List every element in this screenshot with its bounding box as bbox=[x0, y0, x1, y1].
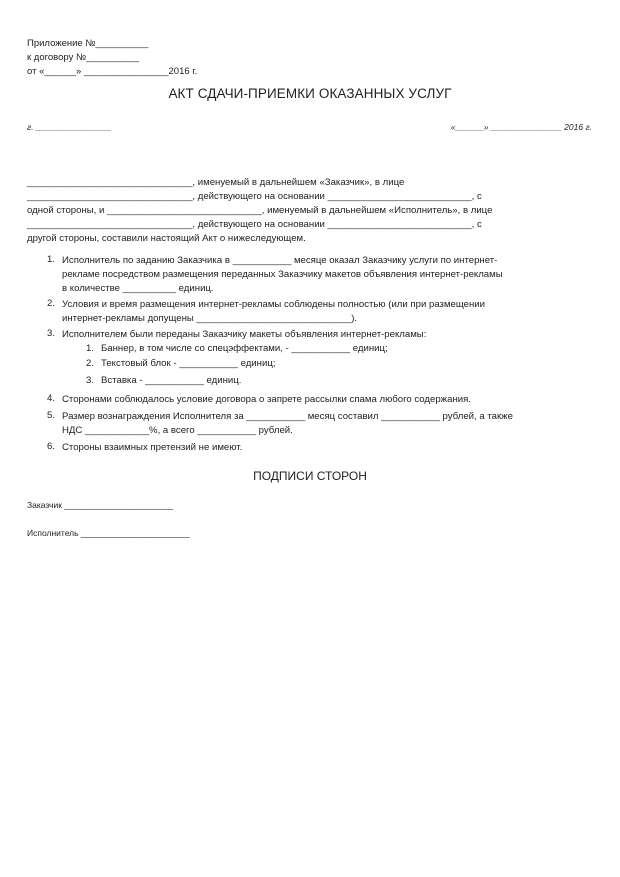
contract-number-line: к договору №__________ bbox=[27, 52, 139, 63]
preamble-line: _______________________________, действующего на основании ___________________________, с bbox=[27, 219, 482, 230]
preamble-line: одной стороны, и _____________________________, именуемый в дальнейшем «Исполнитель», в лице bbox=[27, 205, 493, 216]
item-1-line: Исполнитель по заданию Заказчика в ___________ месяце оказал Заказчику услуги по интернет- bbox=[62, 255, 498, 266]
customer-signature-line: Заказчик _______________________ bbox=[27, 500, 173, 510]
item-4-line: Сторонами соблюдалось условие договора о запрете рассылки спама любого содержания. bbox=[62, 394, 471, 405]
subitem-number: 2. bbox=[86, 358, 95, 369]
item-1-line: рекламе посредством размещения переданных Заказчику макетов объявления интернет-рекламы bbox=[62, 269, 503, 280]
appendix-number-line: Приложение №__________ bbox=[27, 38, 149, 49]
contractor-signature-line: Исполнитель _______________________ bbox=[27, 528, 190, 538]
signatures-title: ПОДПИСИ СТОРОН bbox=[253, 469, 367, 483]
item-number: 3. bbox=[47, 328, 56, 339]
item-number: 4. bbox=[47, 393, 56, 404]
item-1-line: в количестве __________ единиц. bbox=[62, 283, 214, 294]
preamble-line: другой стороны, составили настоящий Акт о нижеследующем. bbox=[27, 233, 306, 244]
item-number: 1. bbox=[47, 254, 56, 265]
subitem-banner: Баннер, в том числе со спецэффектами, - ___________ единиц; bbox=[101, 343, 388, 354]
preamble-line: _______________________________, именуемый в дальнейшем «Заказчик», в лице bbox=[27, 177, 405, 188]
item-2-line: интернет-рекламы допущены _____________________________). bbox=[62, 313, 358, 324]
item-3-line: Исполнителем были переданы Заказчику макеты объявления интернет-рекламы: bbox=[62, 329, 427, 340]
item-number: 2. bbox=[47, 298, 56, 309]
contract-date-line: от «______» ________________2016 г. bbox=[27, 66, 198, 77]
item-number: 6. bbox=[47, 441, 56, 452]
subitem-text-block: Текстовый блок - ___________ единиц; bbox=[101, 358, 276, 369]
item-6-line: Стороны взаимных претензий не имеют. bbox=[62, 442, 243, 453]
subitem-insert: Вставка - ___________ единиц. bbox=[101, 375, 242, 386]
item-number: 5. bbox=[47, 410, 56, 421]
place-line: г. ________________ bbox=[27, 122, 112, 132]
preamble-line: _______________________________, действующего на основании ___________________________, с bbox=[27, 191, 482, 202]
subitem-number: 1. bbox=[86, 343, 95, 354]
date-line: «______» _______________ 2016 г. bbox=[450, 122, 592, 132]
item-5-line: Размер вознаграждения Исполнителя за ___________ месяц составил ___________ рублей, а также bbox=[62, 411, 513, 422]
subitem-number: 3. bbox=[86, 375, 95, 386]
document-title: АКТ СДАЧИ-ПРИЕМКИ ОКАЗАННЫХ УСЛУГ bbox=[168, 86, 452, 101]
item-2-line: Условия и время размещения интернет-рекламы соблюдены полностью (или при размещении bbox=[62, 299, 486, 310]
item-5-line: НДС ____________%, а всего ___________ рублей. bbox=[62, 425, 293, 436]
